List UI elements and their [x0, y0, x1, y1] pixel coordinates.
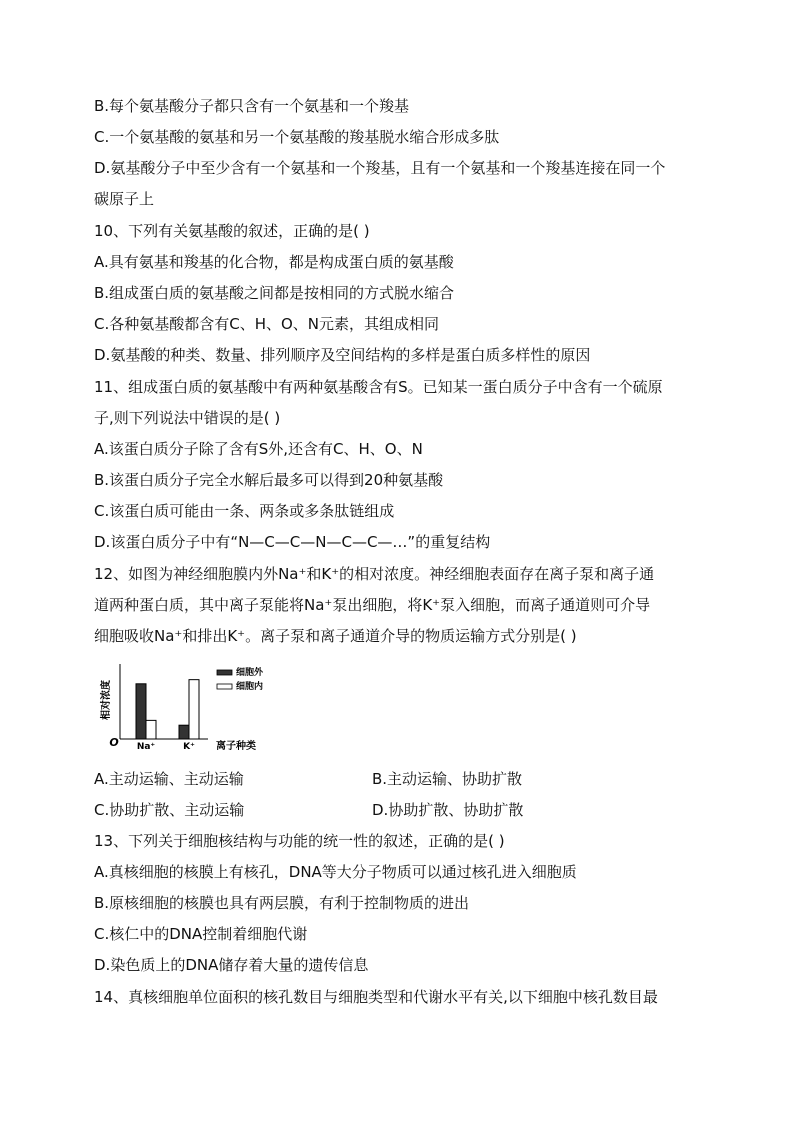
q9-option-c: C.一个氨基酸的氨基和另一个氨基酸的羧基脱水缩合形成多肽: [94, 128, 500, 146]
bar-na-inside: [146, 720, 156, 739]
q13-option-b: B.原核细胞的核膜也具有两层膜，有利于控制物质的进出: [94, 894, 470, 912]
q9-option-b: B.每个氨基酸分子都只含有一个氨基和一个羧基: [94, 97, 410, 115]
bar-group: [136, 680, 199, 739]
q10-option-a: A.具有氨基和羧基的化合物，都是构成蛋白质的氨基酸: [94, 253, 454, 271]
x-axis-label: 离子种类: [216, 741, 256, 752]
q10-stem: 10、下列有关氨基酸的叙述，正确的是( ): [94, 222, 370, 240]
legend-label-outside: 细胞外: [236, 668, 264, 678]
q13-option-c: C.核仁中的DNA控制着细胞代谢: [94, 925, 308, 943]
q12-stem: 12、如图为神经细胞膜内外Na⁺和K⁺的相对浓度。神经细胞表面存在离子泵和离子通: [94, 565, 655, 583]
q12-option-d: D.协助扩散、协助扩散: [372, 801, 524, 819]
y-axis-label: 相对浓度: [101, 680, 112, 720]
q13-stem: 13、下列关于细胞核结构与功能的统一性的叙述，正确的是( ): [94, 832, 505, 850]
q11-stem: 11、组成蛋白质的氨基酸中有两种氨基酸含有S。已知某一蛋白质分子中含有一个硫原: [94, 378, 663, 396]
category-labels: [137, 742, 195, 752]
legend-swatch-inside: [217, 684, 232, 689]
q12-stem-cont-2: 细胞吸收Na⁺和排出K⁺。离子泵和离子通道介导的物质运输方式分别是( ): [94, 627, 577, 645]
q9-option-d: D.氨基酸分子中至少含有一个氨基和一个羧基，且有一个氨基和一个羧基连接在同一个: [94, 159, 666, 177]
q12-option-a: A.主动运输、主动运输: [94, 770, 244, 788]
q12-stem-cont-1: 道两种蛋白质，其中离子泵能将Na⁺泵出细胞，将K⁺泵入细胞，而离子通道则可介导: [94, 596, 651, 614]
q10-option-b: B.组成蛋白质的氨基酸之间都是按相同的方式脱水缩合: [94, 284, 455, 302]
q13-option-a: A.真核细胞的核膜上有核孔，DNA等大分子物质可以通过核孔进入细胞质: [94, 863, 577, 881]
q10-option-c: C.各种氨基酸都含有C、H、O、N元素，其组成相同: [94, 315, 440, 333]
ion-concentration-chart: [96, 660, 266, 756]
q12-option-b: B.主动运输、协助扩散: [372, 770, 523, 788]
category-label: Na⁺: [136, 742, 156, 752]
q11-option-d: D.该蛋白质分子中有“N—C—C—N—C—C—…”的重复结构: [94, 533, 491, 551]
bar-k-outside: [179, 725, 189, 739]
q14-stem: 14、真核细胞单位面积的核孔数目与细胞类型和代谢水平有关,以下细胞中核孔数目最: [94, 988, 658, 1006]
legend-label-inside: 细胞内: [236, 682, 264, 692]
category-label: K⁺: [183, 742, 195, 752]
q10-option-d: D.氨基酸的种类、数量、排列顺序及空间结构的多样是蛋白质多样性的原因: [94, 346, 591, 364]
q11-option-c: C.该蛋白质可能由一条、两条或多条肽链组成: [94, 502, 395, 520]
q12-option-c: C.协助扩散、主动运输: [94, 801, 245, 819]
q11-option-a: A.该蛋白质分子除了含有S外,还含有C、H、O、N: [94, 440, 423, 458]
q11-option-b: B.该蛋白质分子完全水解后最多可以得到20种氨基酸: [94, 471, 444, 489]
chart-legend: [217, 666, 264, 692]
bar-k-inside: [189, 680, 199, 739]
q13-option-d: D.染色质上的DNA储存着大量的遗传信息: [94, 956, 369, 974]
q11-stem-cont: 子,则下列说法中错误的是( ): [94, 409, 281, 427]
q9-option-d-cont: 碳原子上: [94, 190, 155, 208]
bar-na-outside: [136, 684, 146, 739]
legend-swatch-outside: [217, 670, 232, 675]
origin-label: O: [109, 736, 119, 749]
